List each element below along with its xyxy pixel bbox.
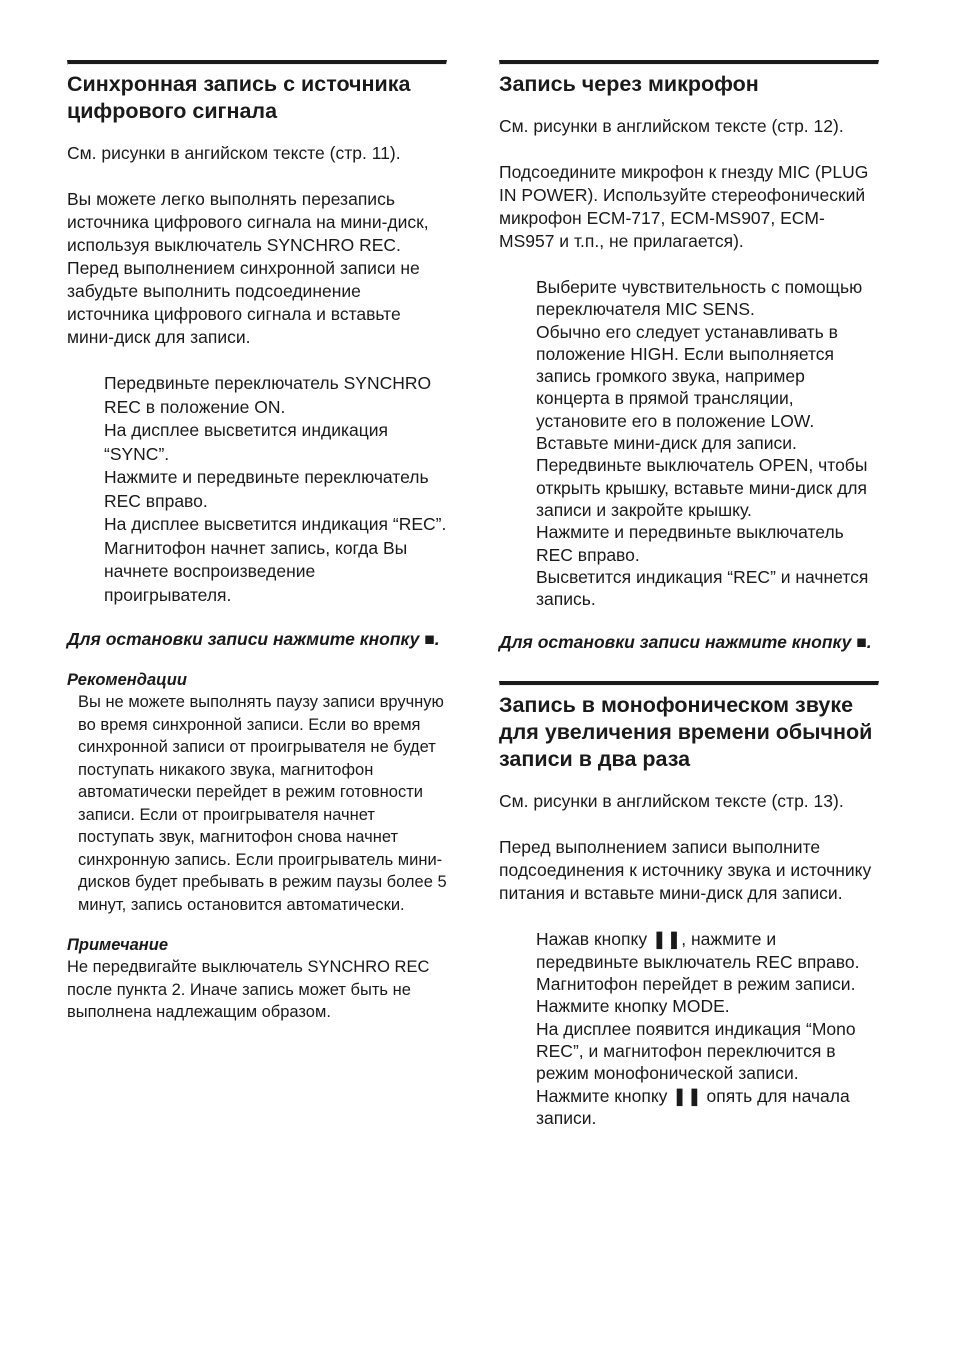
note-text: Не передвигайте выключатель SYNCHRO REC после пункта 2. Иначе запись может быть не выполнена надлежащим образом. — [67, 958, 430, 1021]
stop-instruction: Для остановки записи нажмите кнопку ■. — [499, 632, 872, 653]
section-title-synchro: Синхронная запись с источника цифрового сигнала — [67, 72, 411, 123]
step-item: Вставьте мини-диск для записи. — [536, 433, 797, 454]
figure-reference: См. рисунки в английском тексте (стр. 13). — [499, 791, 844, 812]
steps-list — [499, 276, 879, 610]
note-heading: Примечание — [67, 936, 169, 954]
step-item: Обычно его следует устанавливать в положение HIGH. Если выполняется запись громкого звука, например концерта в прямой трансляции, установите его в положение LOW. — [536, 321, 838, 431]
step-item: Магнитофон перейдет в режим записи. — [536, 974, 856, 995]
step-item: На дисплее появится индикация “Mono REC”, и магнитофон переключится в режим монофонической записи. — [536, 1018, 856, 1084]
step-item: Нажмите и передвиньте переключатель REC вправо. — [104, 467, 429, 511]
section-title-microphone: Запись через микрофон — [499, 72, 759, 96]
step-item: Выберите чувствительность с помощью переключателя MIC SENS. — [536, 277, 863, 320]
tips-heading: Рекомендации — [67, 671, 187, 689]
steps-list — [67, 372, 447, 607]
section-rule — [499, 681, 879, 686]
step-item: Передвиньте выключатель OPEN, чтобы открыть крышку, вставьте мини-диск для записи и закройте крышку. — [536, 455, 868, 520]
step-item: Нажмите кнопку ❚❚ опять для начала записи. — [536, 1085, 850, 1128]
intro-paragraph: Вы можете легко выполнять перезапись источника цифрового сигнала на мини-диск, используя выключатель SYNCHRO REC. — [67, 189, 429, 255]
stop-instruction: Для остановки записи нажмите кнопку ■. — [67, 629, 440, 649]
intro-paragraph: Перед выполнением синхронной записи не забудьте выполнить подсоединение источника цифрового сигнала и вставьте мини-диск для записи. — [67, 258, 420, 347]
tips-text: Вы не можете выполнять паузу записи вручную во время синхронной записи. Если во время синхронной записи от проигрывателя не будет поступать никакого звука, магнитофон автоматически перейдет в режим готовности записи. Если от проигрывателя начнет поступать звук, магнитофон снова начнет синхронную запись. Если проигрыватель мини-дисков будет пребывать в режим паузы более 5 минут, запись остановится автоматически. — [78, 693, 447, 914]
left-column — [67, 60, 447, 1024]
step-item: Нажмите и передвиньте выключатель REC вправо. — [536, 522, 844, 565]
step-item: Магнитофон начнет запись, когда Вы начнете воспроизведение проигрывателя. — [104, 537, 408, 605]
figure-reference: См. рисунки в ангийском тексте (стр. 11). — [67, 143, 401, 163]
section-rule — [67, 60, 447, 65]
intro-paragraph: Перед выполнением записи выполните подсоединения к источнику звука и источнику питания и вставьте мини-диск для записи. — [499, 837, 872, 904]
figure-reference: См. рисунки в английском тексте (стр. 12). — [499, 116, 844, 136]
step-item: На дисплее высветится индикация “SYNC”. — [104, 420, 389, 464]
section-rule — [499, 60, 879, 65]
step-item: Нажав кнопку ❚❚, нажмите и передвиньте выключатель REC вправо. — [536, 929, 860, 972]
section-title-mono: Запись в монофоническом звуке для увеличения времени обычной записи в два раза — [499, 693, 873, 772]
right-column — [499, 60, 879, 1129]
steps-list — [499, 928, 879, 1129]
intro-paragraph: Подсоедините микрофон к гнезду MIC (PLUG IN POWER). Используйте стереофонический микрофон ECM-717, ECM-MS907, ECM-MS957 и т.п., не прилагается). — [499, 162, 869, 251]
step-item: Передвиньте переключатель SYNCHRO REC в положение ON. — [104, 373, 432, 417]
step-item: Нажмите кнопку MODE. — [536, 996, 730, 1017]
step-item: На дисплее высветится индикация “REC”. — [104, 514, 447, 534]
step-item: Высветится индикация “REC” и начнется запись. — [536, 566, 869, 610]
